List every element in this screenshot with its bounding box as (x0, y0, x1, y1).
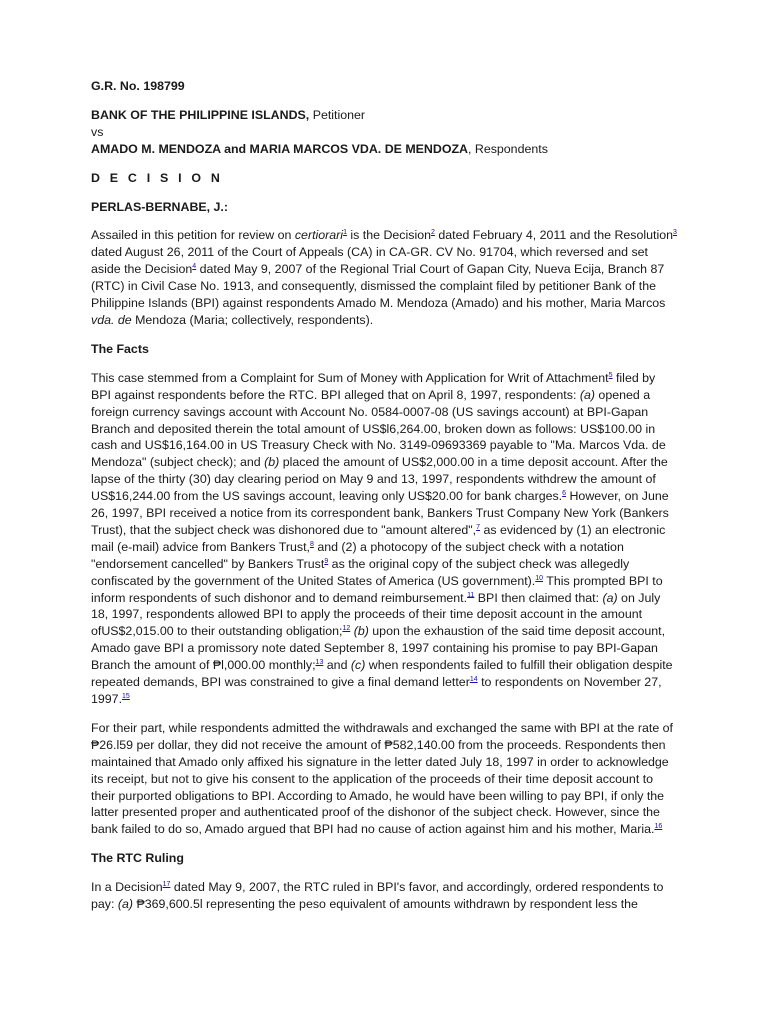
footnote-link-5[interactable]: 5 (608, 371, 613, 379)
footnote-link-9[interactable]: 9 (324, 557, 329, 565)
footnote-link-13[interactable]: 13 (315, 659, 324, 667)
footnote-link-17[interactable]: 17 (162, 881, 171, 889)
petitioner-role: Petitioner (312, 107, 366, 122)
petitioner-name: BANK OF THE PHILIPPINE ISLANDS, (91, 107, 310, 122)
section-heading-facts: The Facts (91, 341, 149, 356)
respondent-role: , Respondents (467, 141, 548, 156)
footnote-link-7[interactable]: 7 (476, 523, 480, 531)
footnote-link-15[interactable]: 15 (122, 692, 130, 700)
respondent-line (91, 141, 678, 158)
respondent-name: AMADO M. MENDOZA and MARIA MARCOS VDA. DE MENDOZA (91, 141, 468, 156)
footnote-link-14[interactable]: 14 (469, 675, 478, 683)
footnote-link-16[interactable]: 16 (654, 823, 663, 831)
paragraph-intro: Assailed in this petition for review on certiorari$^1$ is the Decision$^2$ dated February 4, 2011 and the Resolution$^3$ dated August 26, 2011 of the Court of Appeals (CA) in CA-GR. CV No. 91704, which reversed and set aside the Decision$^4$ dated May 9, 2007 of the Regional Trial Court of Gapan City, Nueva Ecija, Branch 87 (RTC) in Civil Case No. 1913, and consequently, dismissed the complaint filed by petitioner Bank of the Philippine Islands (BPI) against respondents Amado M. Mendoza (Amado) and his mother, Maria Marcos vda. de Mendoza (Maria; collectively, respondents). (91, 228, 677, 327)
paragraph-facts: This case stemmed from a Complaint for Sum of Money with Application for Writ of Attachment$^5$ filed by BPI against respondents before the RTC. BPI alleged that on April 8, 1997, respondents: (a) opened a foreign currency savings account with Account No. 0584-0007-08 (US savings account) at BPI-Gapan Branch and deposited therein the total amount of US$l6,264.00, broken down as follows: US$100.00 in cash and US$16,164.00 in US Treasury Check with No. 3149-09693369 payable to "Ma. Marcos Vda. de Mendoza" (subject check); and (b) placed the amount of US$2,000.00 in a time deposit account. After the lapse of the thirty (30) day clearing period on May 9 and 13, 1997, respondents withdrew the amount of US$16,244.00 from the US savings account, leaving only US$20.00 for bank charges.$^6$ However, on June 26, 1997, BPI received a notice from its correspondent bank, Bankers Trust Company New York (Bankers Trust), that the subject check was dishonored due to "amount altered",$^7$ as evidenced by (1) an electronic mail (e-mail) advice from Bankers Trust,$^8$ and (2) a photocopy of the subject check with a notation "endorsement cancelled" by Bankers Trust$^9$ as the original copy of the subject check was allegedly confiscated by the government of the United States of America (US government).$^{10}$ This prompted BPI to inform respondents of such dishonor and to demand reimbursement.$^{11}$ BPI then claimed that: (a) on July 18, 1997, respondents allowed BPI to apply the proceeds of their time deposit account in the amount ofUS$2,015.00 to their outstanding obligation;$^{12}$ (b) upon the exhaustion of the said time deposit account, Amado gave BPI a promissory note dated September 8, 1997 containing his promise to pay BPI-Gapan Branch the amount of ₱l,000.00 monthly;$^{13}$ and (c) when respondents failed to fulfill their obligation despite repeated demands, BPI was constrained to give a final demand letter$^{14}$ to respondents on November 27, 1997.15 (91, 370, 673, 706)
footnote-link-10[interactable]: 10 (535, 574, 544, 582)
footnote-link-1[interactable]: 1 (343, 229, 347, 237)
footnote-link-6[interactable]: 6 (562, 490, 567, 497)
footnote-link-3[interactable]: 3 (673, 229, 677, 237)
footnote-link-11[interactable]: 11 (467, 591, 475, 599)
case-number: G.R. No. 198799 (91, 79, 185, 93)
versus: vs (91, 124, 104, 139)
paragraph-respondents: For their part, while respondents admitted the withdrawals and exchanged the same with BPI at the rate of ₱26.l59 per dollar, they did not receive the amount of ₱582,140.00 from the proceeds. Respondents then maintained that Amado only affixed his signature in the letter dated July 18, 1997 in order to acknowledge its receipt, but not to give his consent to the application of the proceeds of their time deposit account to their purported obligations to BPI. According to Amado, he would have been willing to pay BPI, if only the latter presented proper and authenticated proof of the dishonor of the subject check. However, since the bank failed to do so, Amado argued that BPI had no cause of action against him and his mother, Maria.$^{16}$ (91, 720, 673, 837)
paragraph-rtc: In a Decision$^{17}$ dated May 9, 2007, the RTC ruled in BPI's favor, and accordingly, ordered respondents to pay: (a) ₱369,600.5l representing the peso equivalent of amounts withdrawn by respondent less the (91, 880, 664, 912)
decision-title: D E C I S I O N (91, 170, 223, 185)
footnote-link-4[interactable]: 4 (192, 263, 197, 271)
ponente: PERLAS-BERNABE, J.: (91, 199, 228, 214)
footnote-link-12[interactable]: 12 (342, 625, 351, 633)
footnote-link-2[interactable]: 2 (431, 229, 435, 237)
section-heading-rtc-ruling: The RTC Ruling (91, 851, 184, 866)
footnote-link-8[interactable]: 8 (309, 540, 314, 548)
petitioner-line (91, 107, 678, 124)
